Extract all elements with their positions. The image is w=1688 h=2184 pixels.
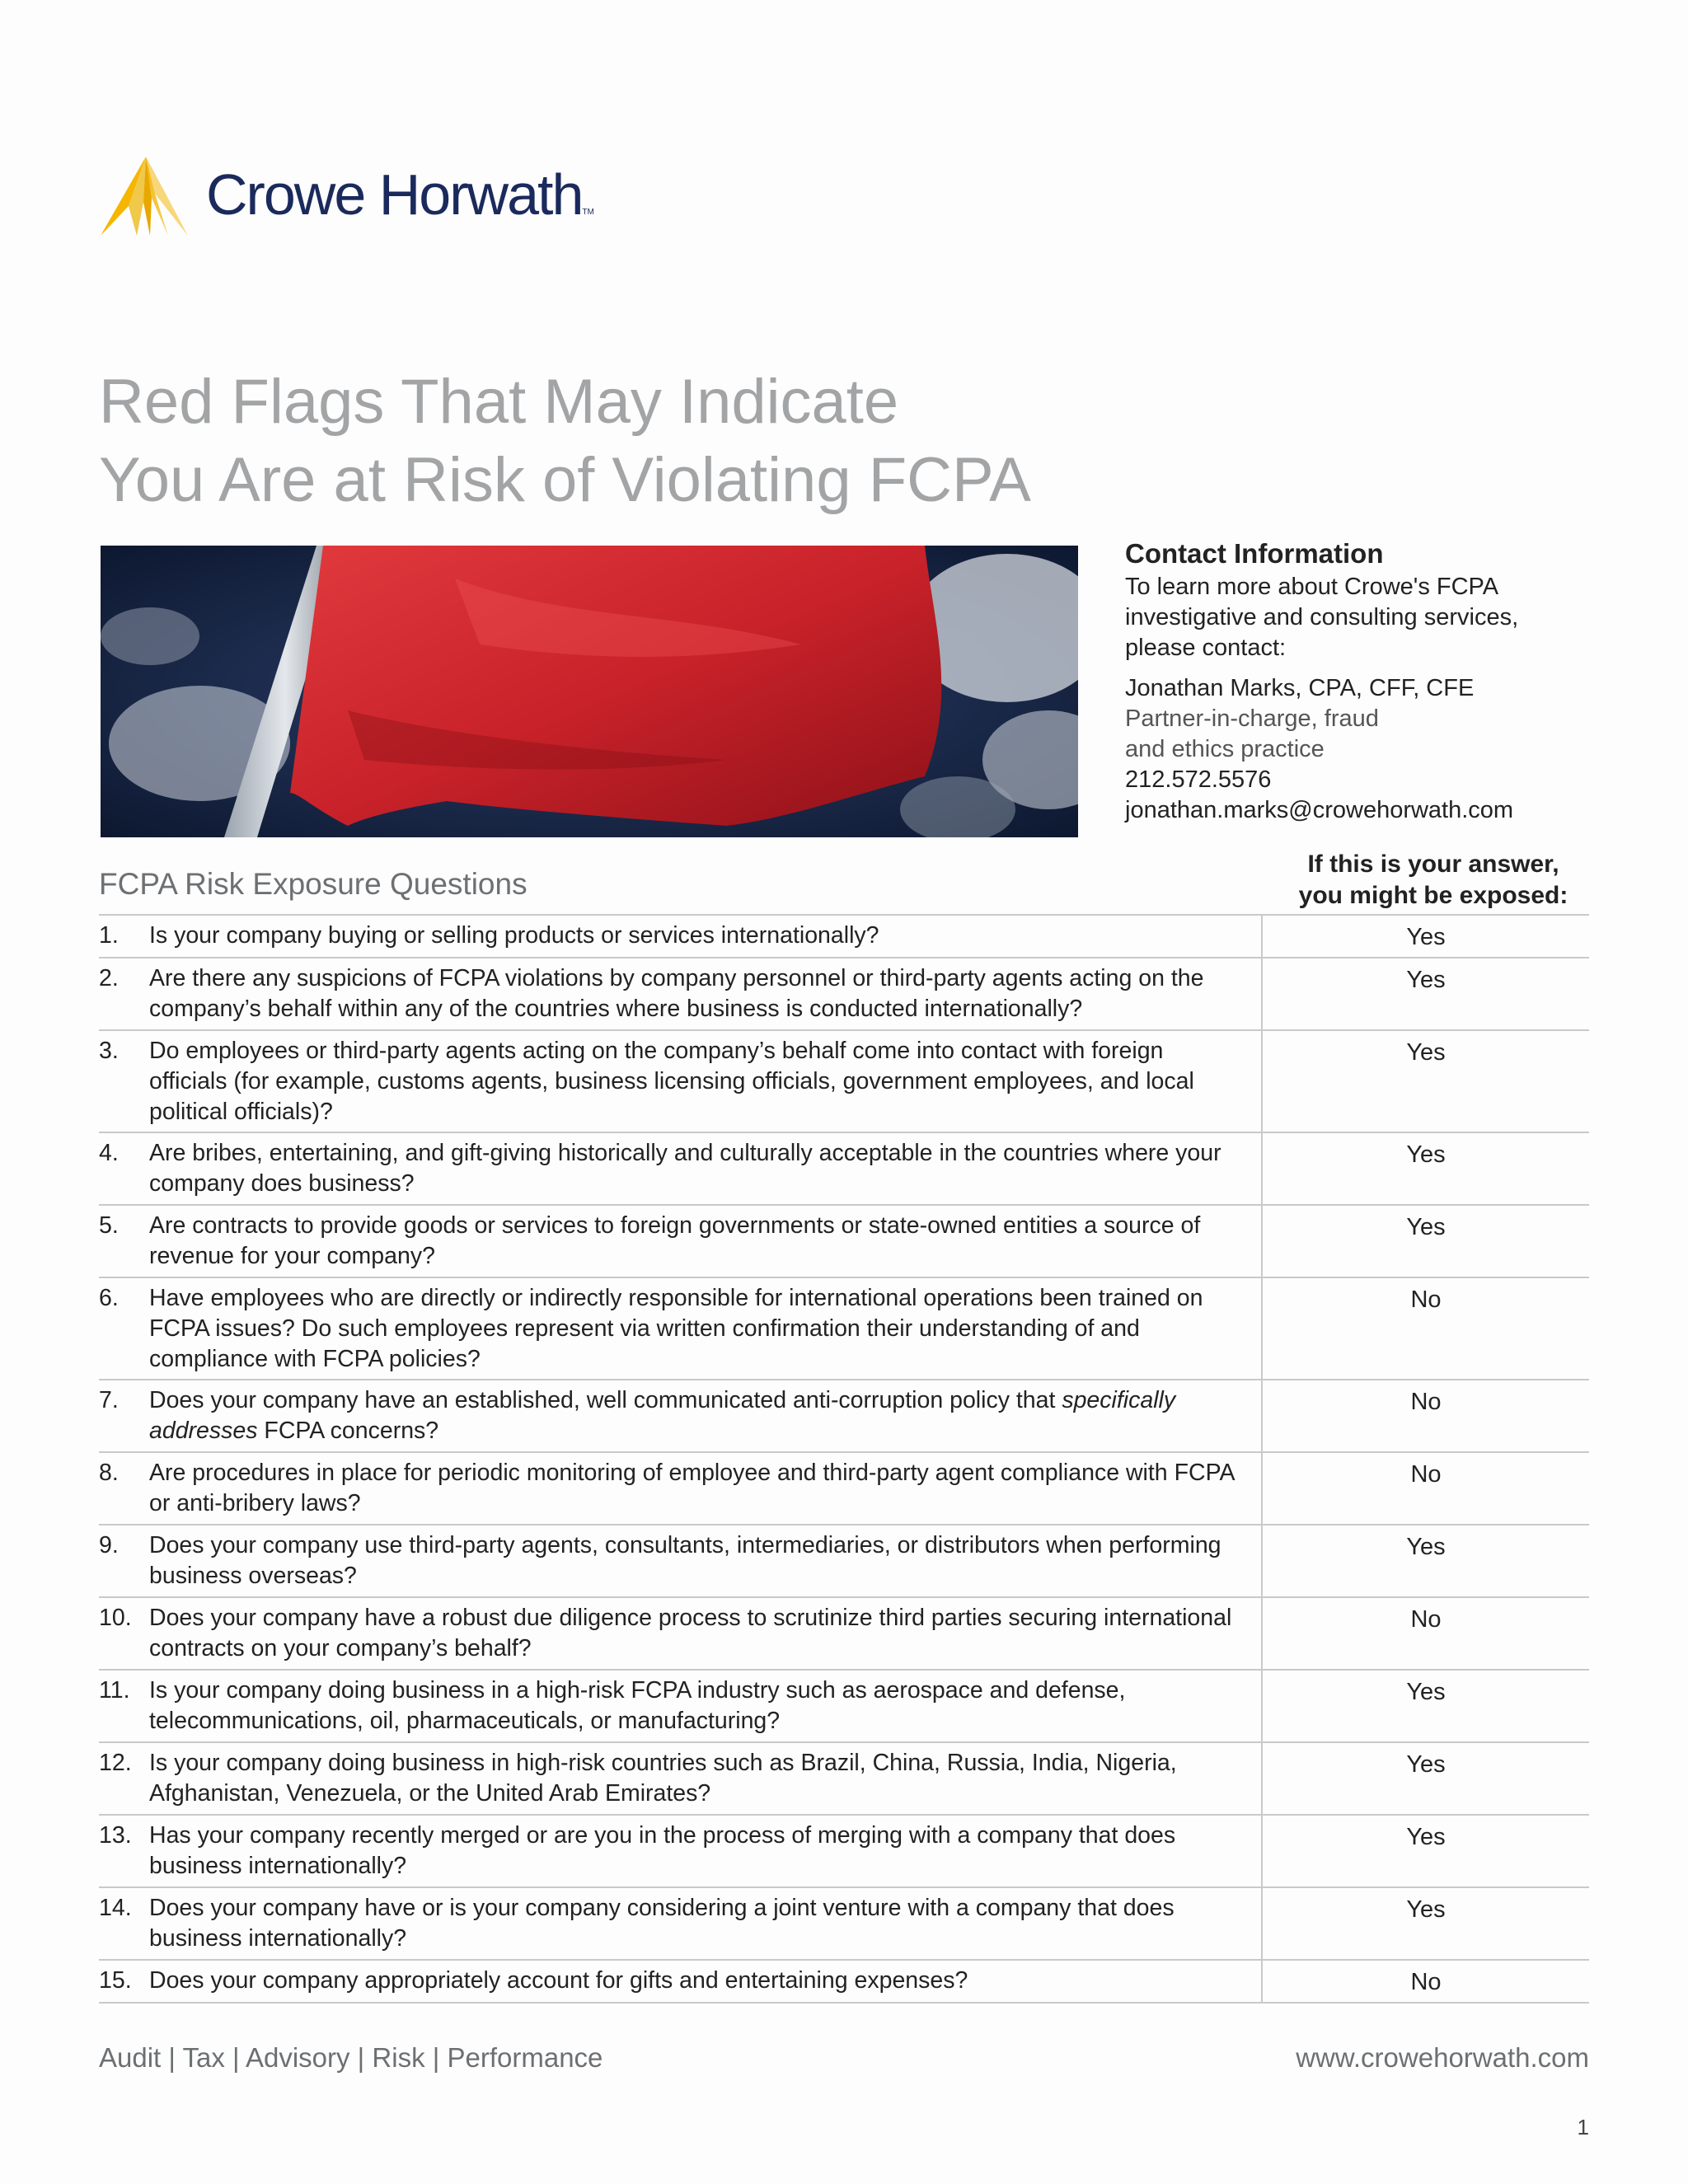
question-number: 2. <box>99 965 119 991</box>
logo-mark-icon <box>101 157 191 236</box>
question-text: Has your company recently merged or are you in the process of merging with a company that does business internationally? <box>149 1822 1176 1879</box>
table-row <box>99 1816 1589 1888</box>
question-number: 1. <box>99 922 119 949</box>
answer-cell: Yes <box>1406 1824 1446 1850</box>
question-number: 8. <box>99 1460 119 1486</box>
question-text: Are contracts to provide goods or services to foreign governments or state-owned entities a source of revenue for your company? <box>149 1212 1201 1269</box>
question-text: Does your company have a robust due diligence process to scrutinize third parties securing international contracts on your company’s behalf? <box>149 1605 1232 1661</box>
table-row <box>99 1278 1589 1380</box>
question-number: 4. <box>99 1140 119 1166</box>
answer-column-header: If this is your answer, you might be exposed: <box>1298 851 1568 909</box>
title-line-1: Red Flags That May Indicate <box>99 367 899 437</box>
question-number: 6. <box>99 1285 119 1311</box>
table-row <box>99 1743 1589 1816</box>
question-cell <box>99 1888 1263 1959</box>
question-text: Is your company doing business in high-risk countries such as Brazil, China, Russia, India, Nigeria, Afghanistan, Venezuela, or the United Arab Emirates? <box>149 1750 1177 1807</box>
question-cell <box>99 1453 1263 1524</box>
question-text: Does your company use third-party agents, consultants, intermediaries, or distributors when performing business overseas? <box>149 1532 1221 1589</box>
question-number: 13. <box>99 1822 132 1849</box>
question-cell <box>99 1380 1263 1451</box>
question-cell <box>99 1526 1263 1596</box>
table-row <box>99 916 1589 958</box>
contact-role-line-1: Partner-in-charge, fraud <box>1125 705 1379 732</box>
table-row <box>99 1598 1589 1671</box>
table-row <box>99 1671 1589 1743</box>
answer-cell: No <box>1410 1389 1442 1415</box>
table-row <box>99 1133 1589 1206</box>
question-text: Is your company buying or selling products or services internationally? <box>149 922 879 949</box>
question-number: 11. <box>99 1677 130 1704</box>
contact-email[interactable]: jonathan.marks@crowehorwath.com <box>1125 797 1514 823</box>
question-number: 15. <box>99 1967 132 1994</box>
questions-header <box>99 849 1589 915</box>
question-cell <box>99 1671 1263 1741</box>
question-cell <box>99 1206 1263 1277</box>
answer-cell: Yes <box>1406 1896 1446 1923</box>
question-cell <box>99 1133 1263 1204</box>
answer-cell: No <box>1410 1286 1442 1313</box>
contact-information <box>1125 538 1653 826</box>
question-number: 7. <box>99 1387 119 1413</box>
table-row <box>99 1526 1589 1598</box>
question-cell <box>99 1278 1263 1379</box>
question-number: 10. <box>99 1605 132 1631</box>
table-row <box>99 1961 1589 2004</box>
table-row <box>99 958 1589 1031</box>
question-cell <box>99 1598 1263 1669</box>
contact-intro-line-3: please contact: <box>1125 635 1287 661</box>
answer-cell: Yes <box>1406 1214 1446 1240</box>
answer-cell: Yes <box>1406 924 1446 950</box>
table-row <box>99 1206 1589 1278</box>
logo-wordmark: Crowe HorwathTM <box>206 162 594 227</box>
question-cell <box>99 1961 1263 2002</box>
contact-name: Jonathan Marks, CPA, CFF, CFE <box>1125 675 1475 701</box>
risk-questions-table <box>99 914 1589 2004</box>
question-text: Does your company have an established, well communicated anti-corruption policy that specifically addresses FCPA concerns? <box>149 1387 1176 1444</box>
question-text: Are there any suspicions of FCPA violations by company personnel or third-party agents acting on the company’s behalf within any of the countries where business is conducted internationally? <box>149 965 1204 1022</box>
answer-cell: Yes <box>1406 1679 1446 1705</box>
table-row <box>99 1888 1589 1961</box>
question-text: Does your company appropriately account for gifts and entertaining expenses? <box>149 1967 968 1994</box>
contact-role-line-2: and ethics practice <box>1125 736 1325 762</box>
question-number: 14. <box>99 1895 132 1921</box>
answer-cell: No <box>1410 1461 1442 1488</box>
question-cell <box>99 1816 1263 1886</box>
answer-cell: Yes <box>1406 1141 1446 1168</box>
page-number: 1 <box>1577 2115 1589 2139</box>
question-number: 12. <box>99 1750 132 1776</box>
answer-cell: No <box>1410 1969 1442 1995</box>
answer-cell: Yes <box>1406 1534 1446 1560</box>
question-number: 3. <box>99 1038 119 1064</box>
contact-phone: 212.572.5576 <box>1125 766 1272 793</box>
contact-intro-line-2: investigative and consulting services, <box>1125 604 1519 630</box>
page-title <box>99 363 1031 519</box>
question-cell <box>99 916 1263 957</box>
footer-services: Audit | Tax | Advisory | Risk | Performance <box>99 2042 603 2073</box>
title-line-2: You Are at Risk of Violating FCPA <box>99 445 1031 515</box>
table-row <box>99 1453 1589 1526</box>
question-number: 5. <box>99 1212 119 1239</box>
question-text: Does your company have or is your company considering a joint venture with a company that does business internationally? <box>149 1895 1175 1952</box>
question-number: 9. <box>99 1532 119 1558</box>
question-text: Is your company doing business in a high-risk FCPA industry such as aerospace and defense, telecommunications, oil, pharmaceuticals, or manufacturing? <box>149 1677 1126 1734</box>
question-text: Are bribes, entertaining, and gift-giving historically and culturally acceptable in the countries where your company does business? <box>149 1140 1221 1197</box>
answer-cell: No <box>1410 1606 1442 1633</box>
contact-heading: Contact Information <box>1125 538 1384 569</box>
footer-website[interactable]: www.crowehorwath.com <box>1296 2042 1589 2073</box>
red-flag-image <box>101 546 1078 837</box>
question-text: Do employees or third-party agents acting on the company’s behalf come into contact with foreign officials (for example, customs agents, business licensing officials, government employees, and local political officials)? <box>149 1038 1194 1125</box>
answer-cell: Yes <box>1406 1039 1446 1066</box>
answer-cell: Yes <box>1406 1751 1446 1778</box>
question-cell <box>99 1031 1263 1132</box>
table-row <box>99 1031 1589 1133</box>
question-cell <box>99 1743 1263 1814</box>
section-title: FCPA Risk Exposure Questions <box>99 867 528 901</box>
question-cell <box>99 958 1263 1029</box>
table-row <box>99 1380 1589 1453</box>
question-text: Are procedures in place for periodic monitoring of employee and third-party agent compliance with FCPA or anti-bribery laws? <box>149 1460 1234 1516</box>
contact-intro-line-1: To learn more about Crowe's FCPA <box>1125 574 1499 600</box>
answer-cell: Yes <box>1406 967 1446 993</box>
crowe-horwath-logo <box>101 157 595 239</box>
question-text: Have employees who are directly or indirectly responsible for international operations been trained on FCPA issues? Do such employees represent via written confirmation their understanding of and compliance with FCPA policies? <box>149 1285 1203 1372</box>
